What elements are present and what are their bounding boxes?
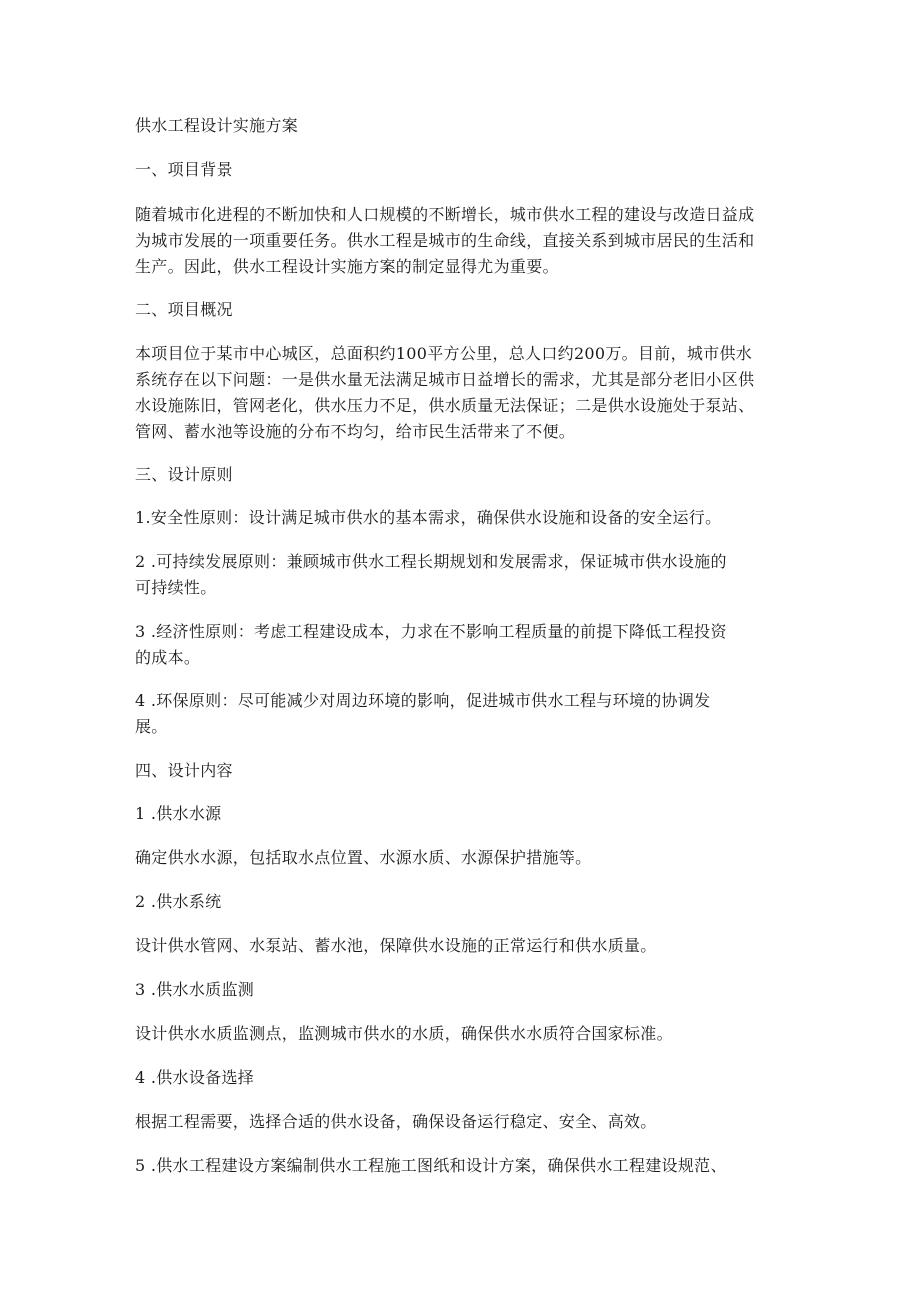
list-item-continuation: 展。	[135, 717, 168, 736]
subsection-heading: 1 .供水水源	[135, 804, 222, 823]
section-heading-overview: 二、项目概况	[135, 300, 233, 319]
paragraph-line: 根据工程需要，选择合适的供水设备，确保设备运行稳定、安全、高效。	[135, 1112, 657, 1131]
list-item: 1.安全性原则：设计满足城市供水的基本需求，确保供水设施和设备的安全运行。	[135, 508, 722, 527]
subsection-heading: 2 .供水系统	[135, 892, 222, 911]
paragraph-line: 设计供水管网、水泵站、蓄水池，保障供水设施的正常运行和供水质量。	[135, 936, 657, 955]
paragraph-line: 确定供水水源，包括取水点位置、水源水质、水源保护措施等。	[135, 848, 592, 867]
list-item: 2 .可持续发展原则：兼顾城市供水工程长期规划和发展需求，保证城市供水设施的	[135, 552, 727, 571]
section-heading-background: 一、项目背景	[135, 160, 233, 179]
paragraph-line: 本项目位于某市中心城区，总面积约100平方公里，总人口约200万。目前，城市供水	[135, 344, 753, 363]
paragraph-line: 系统存在以下问题：一是供水量无法满足城市日益增长的需求，尤其是部分老旧小区供	[135, 370, 755, 389]
paragraph-line: 水设施陈旧，管网老化，供水压力不足，供水质量无法保证；二是供水设施处于泵站、	[135, 396, 755, 415]
list-item-continuation: 可持续性。	[135, 578, 217, 597]
paragraph-line: 为城市发展的一项重要任务。供水工程是城市的生命线，直接关系到城市居民的生活和	[135, 231, 755, 250]
subsection-heading: 5 .供水工程建设方案编制供水工程施工图纸和设计方案，确保供水工程建设规范、	[135, 1156, 727, 1175]
section-heading-principles: 三、设计原则	[135, 465, 233, 484]
document-title: 供水工程设计实施方案	[135, 116, 299, 135]
list-item: 4 .环保原则：尽可能减少对周边环境的影响，促进城市供水工程与环境的协调发	[135, 691, 711, 710]
list-item: 3 .经济性原则：考虑工程建设成本，力求在不影响工程质量的前提下降低工程投资	[135, 622, 727, 641]
paragraph-line: 随着城市化进程的不断加快和人口规模的不断增长，城市供水工程的建设与改造日益成	[135, 205, 755, 224]
subsection-heading: 4 .供水设备选择	[135, 1068, 255, 1087]
list-item-continuation: 的成本。	[135, 648, 201, 667]
paragraph-line: 设计供水水质监测点，监测城市供水的水质，确保供水水质符合国家标准。	[135, 1024, 673, 1043]
section-heading-content: 四、设计内容	[135, 761, 233, 780]
paragraph-line: 管网、蓄水池等设施的分布不均匀，给市民生活带来了不便。	[135, 422, 576, 441]
subsection-heading: 3 .供水水质监测	[135, 980, 255, 999]
paragraph-line: 生产。因此，供水工程设计实施方案的制定显得尤为重要。	[135, 257, 559, 276]
